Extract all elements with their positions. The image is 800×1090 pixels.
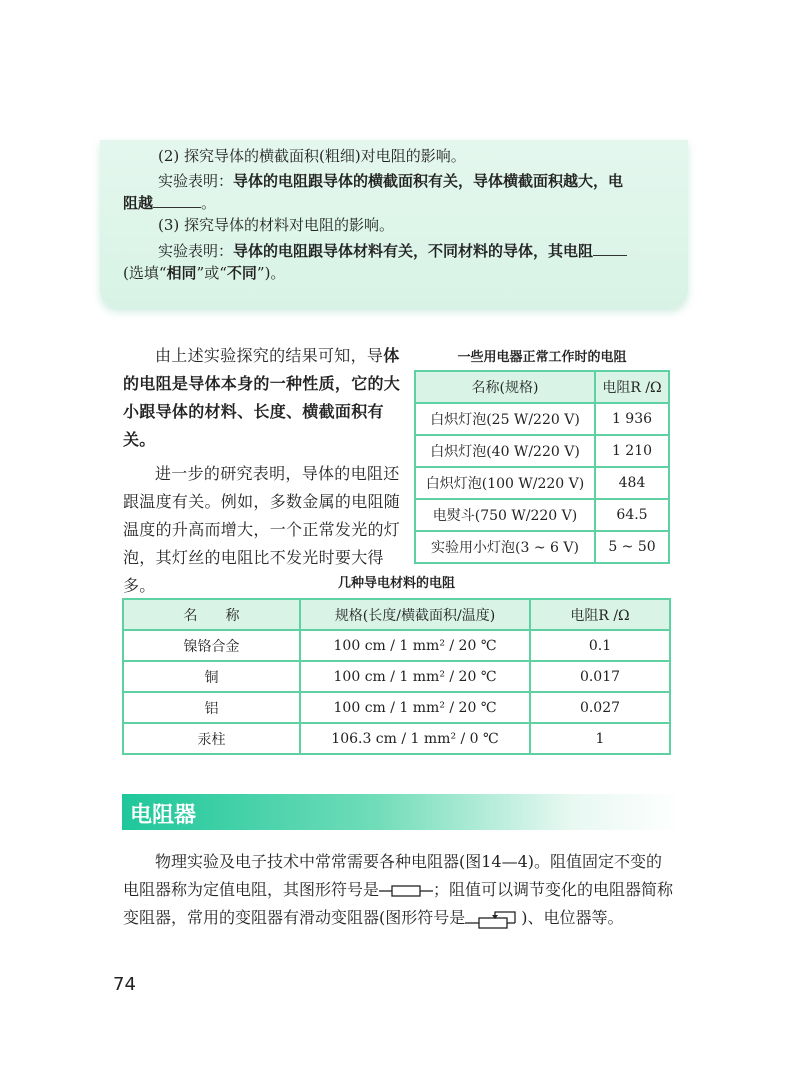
- cell: 5 ~ 50: [595, 531, 669, 563]
- table-row: [415, 531, 669, 563]
- header-name: 名称(规格): [415, 371, 595, 403]
- appliance-table-caption: 一些用电器正常工作时的电阻: [457, 350, 627, 365]
- cell: 1 936: [595, 403, 669, 435]
- cell: 100 cm / 1 mm² / 20 ℃: [300, 661, 530, 692]
- hint-or: ”或“: [196, 264, 227, 282]
- section-text-c: )、电位器等。: [521, 908, 624, 927]
- table-row: [123, 692, 670, 723]
- section-text-a: 物理实验及电子技术中常常需要各种电阻器(图14—4)。阻值固定不变的电阻器称为定值电阻，其图形符号是: [123, 852, 663, 899]
- paragraph-1-bold: 体的电阻是导体本身的一种性质，它的大小跟导体的材料、长度、横截面积有关。: [123, 346, 401, 449]
- table-row: [123, 661, 670, 692]
- cell: 白炽灯泡(40 W/220 V): [415, 435, 595, 467]
- result-prefix: 实验表明：: [158, 242, 234, 260]
- table-header-row: [415, 371, 669, 403]
- cell: 1 210: [595, 435, 669, 467]
- cell: 64.5: [595, 499, 669, 531]
- cell: 0.1: [530, 630, 670, 661]
- header-resistance: 电阻R /Ω: [530, 599, 670, 630]
- hint-close: ”)。: [256, 264, 286, 282]
- conclusion-paragraph: [123, 342, 403, 600]
- section-paragraph: [123, 848, 675, 932]
- experiment-item3-title: (3) 探究导体的材料对电阻的影响。: [158, 216, 395, 234]
- header-name: 名 称: [123, 599, 300, 630]
- paragraph-1-lead: 由上述实验探究的结果可知，导: [155, 346, 384, 365]
- fixed-resistor-symbol-icon: [379, 884, 433, 898]
- hint-open: (选填“: [123, 264, 167, 282]
- experiment-item2-result: [158, 170, 623, 192]
- result-text: 导体的电阻跟导体的横截面积有关，导体横截面积越大，电: [233, 172, 624, 190]
- experiment-item3-result: [158, 240, 627, 262]
- appliance-resistance-table: [414, 370, 670, 564]
- cell: 实验用小灯泡(3 ~ 6 V): [415, 531, 595, 563]
- cell: 汞柱: [123, 723, 300, 754]
- page-number: 74: [113, 974, 136, 995]
- table-row: [123, 723, 670, 754]
- hint-option-same: 相同: [166, 264, 197, 282]
- header-resistance: 电阻R /Ω: [595, 371, 669, 403]
- paragraph-2: 进一步的研究表明，导体的电阻还跟温度有关。例如，多数金属的电阻随温度的升高而增大，一个正常发光的灯泡，其灯丝的电阻比不发光时要大得多。: [123, 464, 401, 595]
- section-text-b: ；阻值可以调节变化的电阻器简称变阻器，常用的变阻器有滑动变阻器(图形符号是: [123, 880, 674, 927]
- cell: 1: [530, 723, 670, 754]
- table-row: [415, 499, 669, 531]
- period: 。: [201, 194, 217, 212]
- cell: 100 cm / 1 mm² / 20 ℃: [300, 630, 530, 661]
- table-row: [415, 467, 669, 499]
- cell: 铝: [123, 692, 300, 723]
- experiment-item3-hint: [123, 262, 285, 284]
- paragraph-1: [123, 342, 403, 454]
- cell: 白炽灯泡(25 W/220 V): [415, 403, 595, 435]
- table-header-row: [123, 599, 670, 630]
- rheostat-symbol-icon: [465, 908, 521, 930]
- header-spec: 规格(长度/横截面积/温度): [300, 599, 530, 630]
- cell: 100 cm / 1 mm² / 20 ℃: [300, 692, 530, 723]
- cell: 白炽灯泡(100 W/220 V): [415, 467, 595, 499]
- material-table-caption: 几种导电材料的电阻: [337, 576, 455, 591]
- cell: 0.017: [530, 661, 670, 692]
- table-row: [415, 403, 669, 435]
- answer-blank[interactable]: [153, 193, 201, 208]
- cell: 电熨斗(750 W/220 V): [415, 499, 595, 531]
- result-prefix: 实验表明：: [158, 172, 234, 190]
- result-text-cont: 阻越: [123, 194, 154, 212]
- experiment-item2-title: (2) 探究导体的横截面积(粗细)对电阻的影响。: [158, 147, 466, 165]
- cell: 镍铬合金: [123, 630, 300, 661]
- result-text: 导体的电阻跟导体材料有关，不同材料的导体，其电阻: [233, 242, 594, 260]
- material-resistance-table: [122, 598, 671, 755]
- table-row: [123, 630, 670, 661]
- section-body: [123, 848, 675, 932]
- section-header-bar: [122, 794, 682, 830]
- table-row: [415, 435, 669, 467]
- cell: 484: [595, 467, 669, 499]
- section-title: 电阻器: [130, 803, 197, 828]
- cell: 铜: [123, 661, 300, 692]
- cell: 0.027: [530, 692, 670, 723]
- answer-blank[interactable]: [593, 241, 627, 256]
- cell: 106.3 cm / 1 mm² / 0 ℃: [300, 723, 530, 754]
- experiment-item2-result-cont: [123, 192, 216, 214]
- hint-option-different: 不同: [226, 264, 257, 282]
